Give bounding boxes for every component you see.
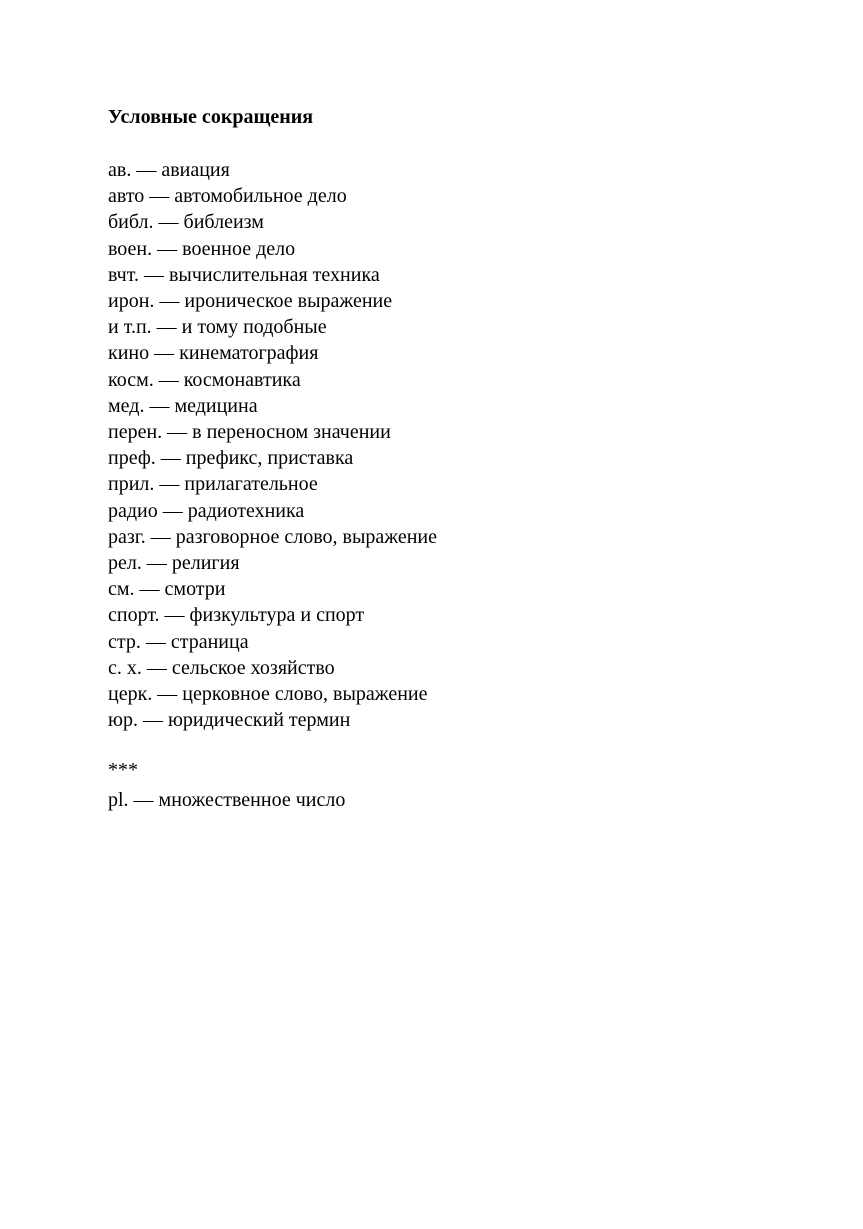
list-item: ав. — авиация xyxy=(108,159,230,181)
list-item: косм. — космонавтика xyxy=(108,368,301,391)
list-item: с. х. — сельское хозяйство xyxy=(108,656,335,679)
document-page xyxy=(108,104,808,813)
list-item: юр. — юридический термин xyxy=(108,709,351,732)
abbreviation-list xyxy=(108,157,808,733)
list-item: рел. — религия xyxy=(108,552,240,575)
list-item: прил. — прилагательное xyxy=(108,473,318,496)
list-item: вчт. — вычислительная техника xyxy=(108,263,380,286)
list-item: спорт. — физкультура и спорт xyxy=(108,604,365,627)
list-item: разг. — разговорное слово, выражение xyxy=(108,525,437,548)
list-item: преф. — префикс, приставка xyxy=(108,447,354,470)
list-item: и т.п. — и тому подобные xyxy=(108,316,327,339)
section-separator: *** xyxy=(108,759,138,782)
list-item: церк. — церковное слово, выражение xyxy=(108,683,428,706)
list-item: pl. — множественное число xyxy=(108,789,346,812)
list-item: перен. — в переносном значении xyxy=(108,421,391,444)
list-item: мед. — медицина xyxy=(108,394,258,417)
list-item: стр. — страница xyxy=(108,630,249,653)
list-item: авто — автомобильное дело xyxy=(108,185,347,208)
list-item: радио — радиотехника xyxy=(108,499,305,522)
page-title: Условные сокращения xyxy=(108,106,314,128)
list-item: воен. — военное дело xyxy=(108,237,296,260)
list-item: см. — смотри xyxy=(108,578,226,601)
list-item: библ. — библеизм xyxy=(108,211,264,234)
list-item: ирон. — ироническое выражение xyxy=(108,290,393,313)
list-item: кино — кинематография xyxy=(108,342,319,365)
